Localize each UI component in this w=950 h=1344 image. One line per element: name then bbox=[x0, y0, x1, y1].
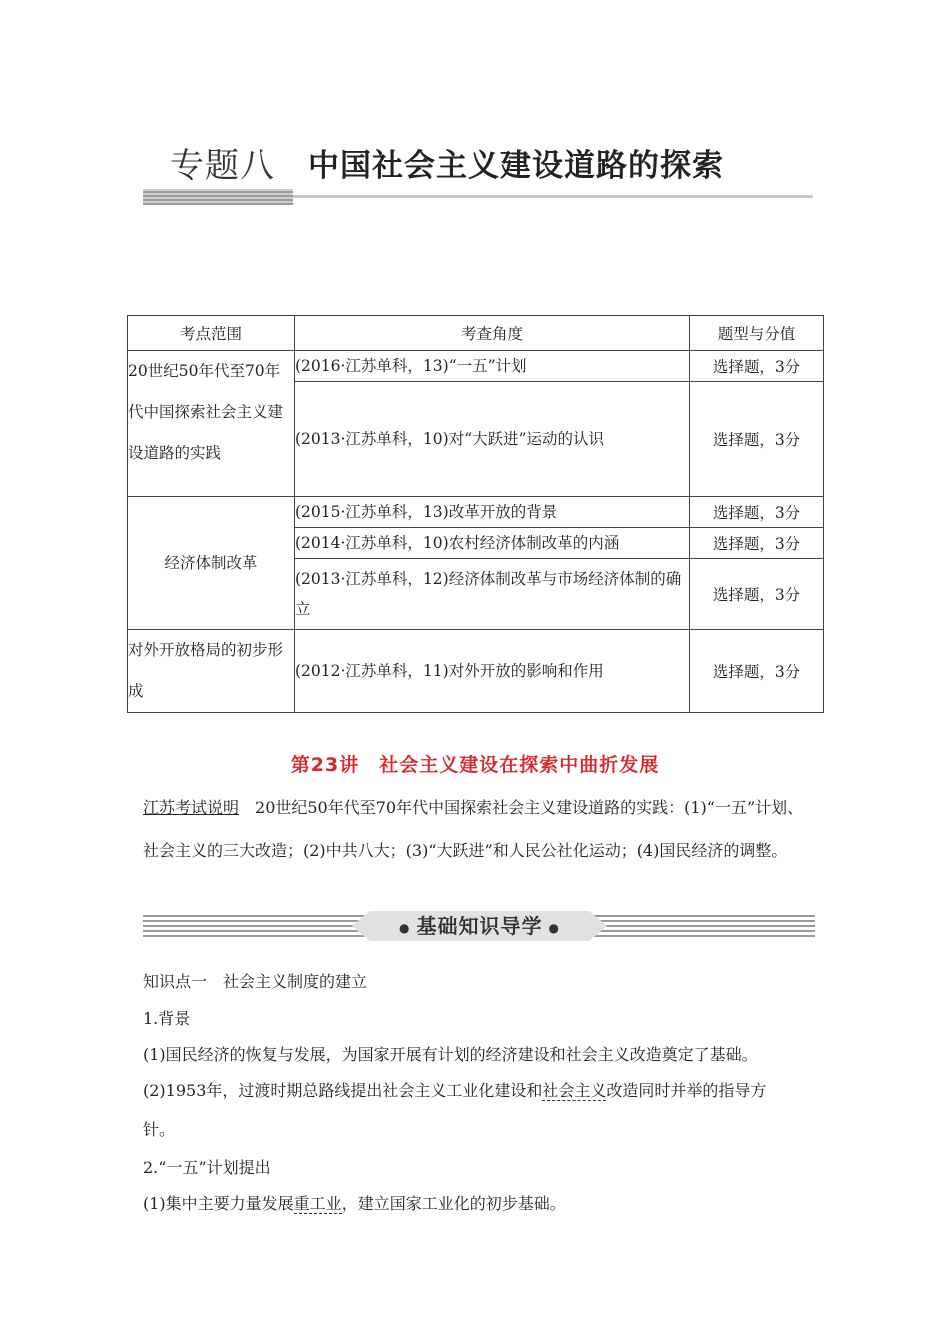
paragraph bbox=[143, 1078, 815, 1101]
exam-description bbox=[143, 786, 815, 872]
text-run: ，建立国家工业化的初步基础。 bbox=[341, 1194, 566, 1213]
paragraph-continuation: 针。 bbox=[143, 1120, 176, 1139]
table-header-cell: 考点范围 bbox=[128, 316, 295, 351]
type-cell: 选择题，3分 bbox=[690, 559, 824, 630]
exam-description-label: 江苏考试说明 bbox=[143, 798, 240, 817]
angle-cell: (2012·江苏单科，11)对外开放的影响和作用 bbox=[295, 630, 690, 713]
range-cell: 对外开放格局的初步形成 bbox=[128, 630, 295, 713]
topic-title: 中国社会主义建设道路的探索 bbox=[308, 148, 724, 184]
subsection-heading: 1.背景 bbox=[143, 1009, 191, 1028]
key-term: 重工业 bbox=[293, 1194, 342, 1213]
paragraph: (1)国民经济的恢复与发展，为国家开展有计划的经济建设和社会主义改造奠定了基础。 bbox=[143, 1045, 758, 1064]
angle-cell: (2014·江苏单科，10)农村经济体制改革的内涵 bbox=[295, 528, 690, 559]
table-header-row bbox=[128, 316, 824, 351]
type-cell: 选择题，3分 bbox=[690, 382, 824, 497]
paragraph bbox=[143, 1191, 815, 1214]
key-term: 社会主义 bbox=[542, 1081, 607, 1100]
table-row bbox=[128, 630, 824, 713]
knowledge-point-heading: 知识点一 社会主义制度的建立 bbox=[143, 972, 368, 991]
table-header-cell: 题型与分值 bbox=[690, 316, 824, 351]
subsection-heading: 2.“一五”计划提出 bbox=[143, 1158, 271, 1177]
section-banner bbox=[352, 911, 607, 941]
text-run: (2)1953年，过渡时期总路线提出社会主义工业化建设和 bbox=[143, 1081, 543, 1100]
topic-label: 专题八 bbox=[170, 146, 275, 186]
type-cell: 选择题，3分 bbox=[690, 351, 824, 382]
table-header-cell: 考查角度 bbox=[295, 316, 690, 351]
table-row bbox=[128, 351, 824, 382]
text-run: (1)集中主要力量发展 bbox=[143, 1194, 294, 1213]
range-cell: 20世纪50年代至70年代中国探索社会主义建设道路的实践 bbox=[128, 351, 295, 497]
angle-cell: (2015·江苏单科，13)改革开放的背景 bbox=[295, 497, 690, 528]
exam-scope-table bbox=[127, 315, 824, 713]
range-cell: 经济体制改革 bbox=[128, 497, 295, 630]
type-cell: 选择题，3分 bbox=[690, 528, 824, 559]
banner-dot-icon: ● bbox=[548, 920, 560, 935]
table-row bbox=[128, 497, 824, 528]
exam-description-text: 20世纪50年代至70年代中国探索社会主义建设道路的实践：(1)“一五”计划、社会主义的三大改造；(2)中共八大；(3)“大跃进”和人民公社化运动；(4)国民经济的调整。 bbox=[143, 798, 804, 860]
angle-cell: (2013·江苏单科，12)经济体制改革与市场经济体制的确立 bbox=[295, 559, 690, 630]
angle-cell: (2016·江苏单科，13)“一五”计划 bbox=[295, 351, 690, 382]
type-cell: 选择题，3分 bbox=[690, 630, 824, 713]
lecture-title: 第23讲 社会主义建设在探索中曲折发展 bbox=[290, 754, 660, 776]
text-run: 改造同时并举的指导方 bbox=[606, 1081, 767, 1100]
angle-cell: (2013·江苏单科，10)对“大跃进”运动的认识 bbox=[295, 382, 690, 497]
header-rule bbox=[293, 195, 813, 198]
section-banner-title: 基础知识导学 bbox=[416, 914, 543, 938]
banner-dot-icon: ● bbox=[399, 920, 411, 935]
type-cell: 选择题，3分 bbox=[690, 497, 824, 528]
header-decoration-bar bbox=[143, 189, 293, 205]
